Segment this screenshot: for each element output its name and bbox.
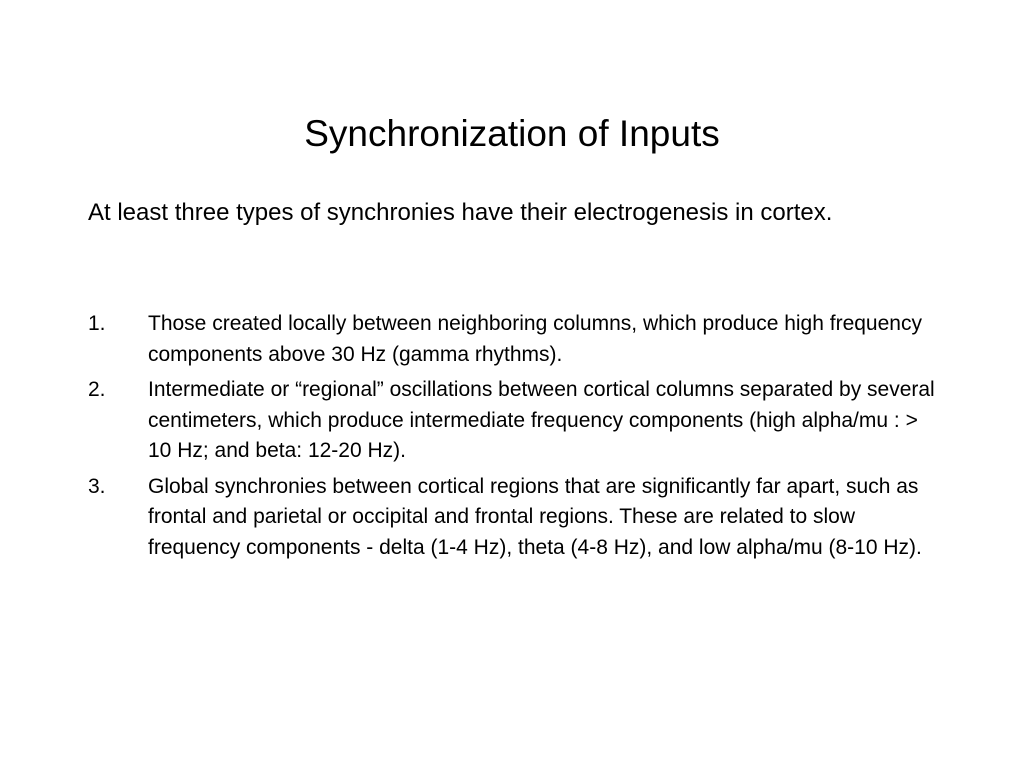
- numbered-list: [88, 309, 938, 568]
- list-item-number: 1.: [88, 312, 106, 335]
- intro-paragraph: At least three types of synchronies have their electrogenesis in cortex.: [88, 199, 833, 226]
- list-item-text: Intermediate or “regional” oscillations between cortical columns separated by several centimeters, which produce intermediate frequency components (high alpha/mu : > 10 Hz; and beta: 12-20 Hz).: [148, 378, 935, 462]
- list-item: [88, 472, 938, 564]
- list-item-number: 3.: [88, 474, 106, 498]
- list-item-number: 2.: [88, 378, 106, 401]
- list-item-text: Global synchronies between cortical regions that are significantly far apart, such as frontal and parietal or occipital and frontal regions. These are related to slow frequency components - delta (1-4 Hz), theta (4-8 Hz), and low alpha/mu (8-10 Hz).: [148, 474, 922, 559]
- list-item: [88, 309, 938, 370]
- list-item: [88, 375, 938, 467]
- list-item-text: Those created locally between neighboring columns, which produce high frequency components above 30 Hz (gamma rhythms).: [148, 312, 922, 366]
- slide-title: Synchronization of Inputs: [304, 113, 720, 154]
